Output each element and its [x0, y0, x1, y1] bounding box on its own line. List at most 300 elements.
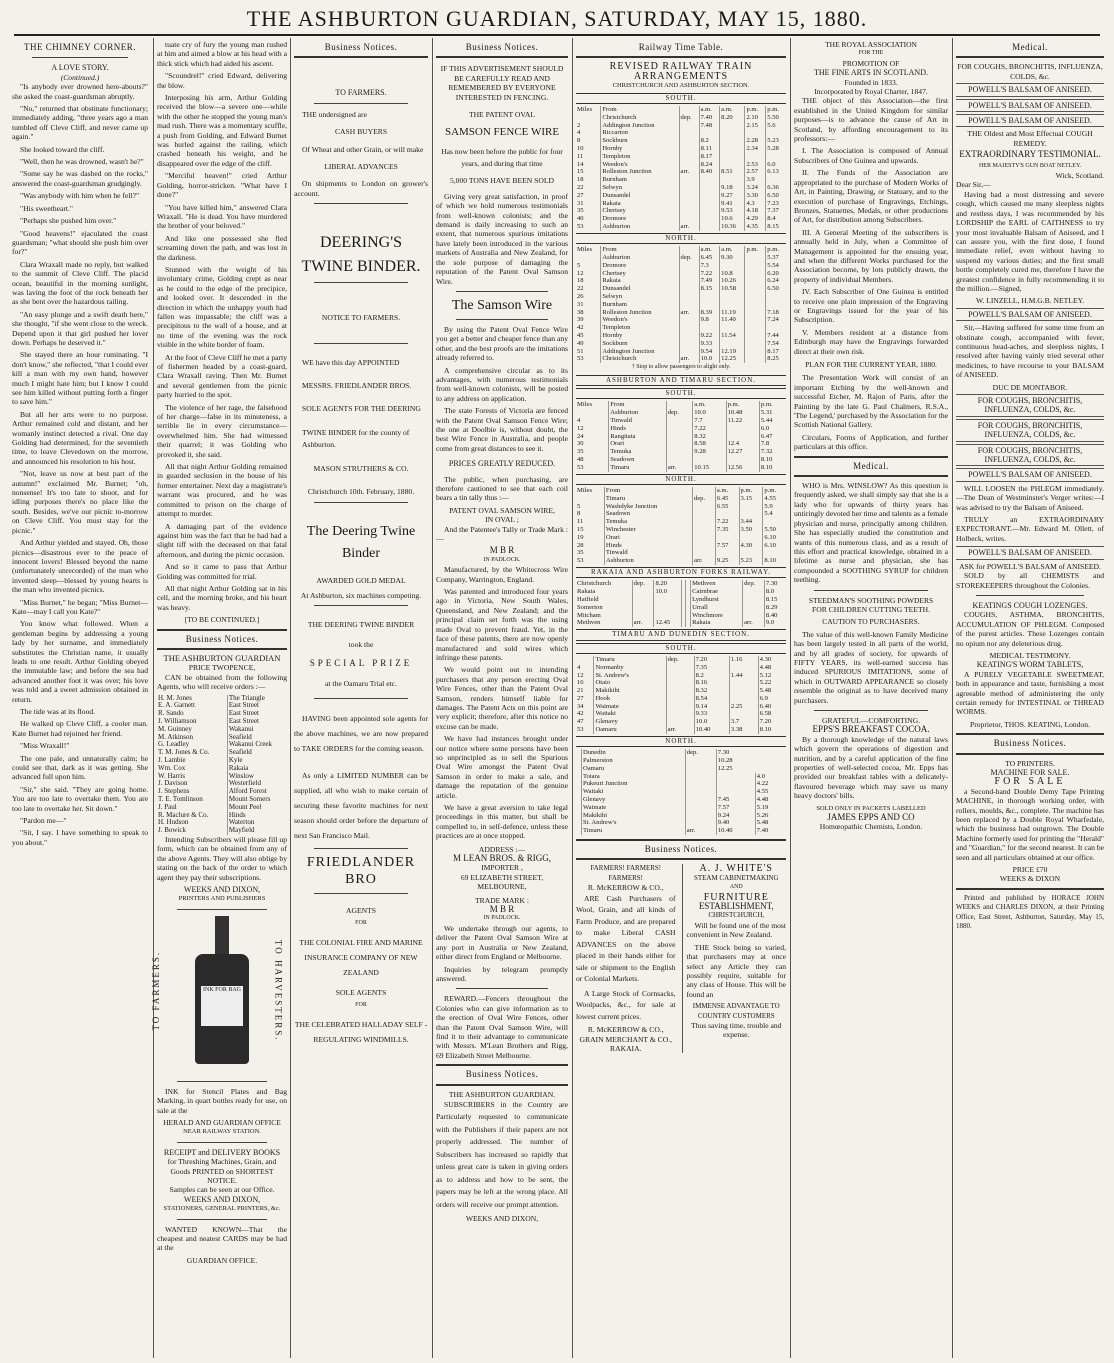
table-cell: [666, 687, 694, 695]
table-cell: 42: [577, 324, 584, 332]
table-cell: [720, 137, 745, 145]
table-cell: 2.25: [729, 703, 758, 711]
table-row: [576, 425, 786, 433]
column-rule: [432, 38, 433, 1358]
table-cell: [766, 293, 786, 301]
table-cell: [679, 207, 699, 215]
table-cell: [693, 456, 726, 464]
table-cell: [632, 604, 654, 612]
table-cell: [666, 703, 694, 711]
table-cell: 8.39: [699, 309, 720, 317]
dtb-caps: THE DEERING TWINE BINDER: [307, 620, 415, 630]
table-cell: 40: [577, 215, 584, 223]
keatings-worm: KEATING'S WORM TABLETS,: [976, 660, 1084, 670]
took-the: took the: [348, 639, 374, 649]
table-cell: [729, 687, 758, 695]
at-north-timetable: [576, 487, 786, 565]
table-cell: [745, 254, 766, 262]
table-cell: a.m.: [715, 487, 739, 495]
table-cell: [720, 176, 745, 184]
table-cell: 4.48: [758, 664, 786, 672]
table-cell: Hinds: [604, 542, 692, 550]
table-row: [576, 612, 786, 620]
linzell: W. LINZELL, H.M.G.B. NETLEY.: [976, 296, 1084, 306]
table-cell: 5.31: [759, 409, 786, 417]
table-cell: Timaru: [594, 656, 666, 664]
table-cell: [692, 542, 715, 550]
north-label: NORTH.: [576, 233, 786, 244]
paragraph: "Sir," she said. "They are going home. You are too late to overtake them. You are too late to overtake her. Sit down.": [12, 784, 148, 813]
table-cell: J. Bowick: [158, 826, 186, 835]
royal-items: [794, 146, 948, 356]
table-cell: [720, 153, 745, 161]
paragraph: And so it came to pass that Arthur Golding was committed for trial.: [157, 562, 287, 581]
table-cell: 4.30: [739, 542, 763, 550]
table-cell: 10.58: [720, 285, 745, 293]
table-cell: 2.53: [745, 161, 766, 169]
royal-text: THE object of this Association—the first established in the United Kingdom for similar purposes—is to advance the cause of Art in Scotland, by affording encouragement to its professors:—: [794, 96, 948, 144]
paragraph: Interposing his arm, Arthur Golding received the blow—a severe one—while with the other he stopped the young man's mad rush. There was a momentary scuffle, a push from Golding, and Edward Burnet was hurled against the railing, which crashed beneath his weight, and he disappeared over the edge of the cliff.: [157, 93, 287, 168]
table-cell: H. M. Jones: [158, 693, 192, 702]
table-cell: 9.33: [694, 710, 729, 718]
table-cell: arr.: [666, 464, 692, 472]
table-cell: arr.: [679, 355, 699, 363]
table-row: [576, 765, 786, 773]
epps-cocoa: EPPS'S BREAKFAST COCOA.: [812, 724, 930, 735]
table-cell: Seafield: [227, 734, 287, 742]
table-cell: R. Maclure & Co.: [158, 810, 209, 819]
table-row: [576, 542, 786, 550]
table-cell: p.m.: [766, 246, 786, 254]
table-cell: [720, 301, 745, 309]
price: PRICE £70: [1012, 865, 1048, 875]
wanted-known: WANTED KNOWN—That the cheapest and neatest CARDS may be had at the: [157, 1224, 287, 1253]
table-cell: 6.47: [759, 433, 786, 441]
table-cell: 9.25: [715, 557, 739, 565]
table-cell: [739, 534, 763, 542]
table-cell: 9.53: [720, 207, 745, 215]
table-row: [576, 340, 786, 348]
table-row: [576, 448, 786, 456]
table-row: [576, 679, 786, 687]
deering-twine: The Deering Twine: [306, 523, 416, 539]
table-cell: [576, 495, 604, 503]
table-cell: East Street: [227, 710, 287, 718]
table-cell: 3.9: [745, 176, 766, 184]
tdm-north-label: NORTH.: [576, 736, 786, 747]
table-cell: 8.15: [766, 223, 786, 231]
table-cell: [679, 215, 699, 223]
table-cell: East Street: [227, 702, 287, 710]
table-cell: [685, 780, 716, 788]
mbr-mark-2: M B R: [489, 904, 515, 915]
table-cell: [745, 293, 766, 301]
table-cell: Waterton: [227, 819, 287, 827]
grain-merchant: GRAIN MERCHANT & CO.,: [579, 1034, 672, 1044]
table-cell: [679, 270, 699, 278]
table-cell: 2.34: [745, 145, 766, 153]
table-cell: 19: [577, 533, 584, 541]
to-farmers-vertical: TO FARMERS.: [151, 950, 162, 1031]
table-row: [576, 580, 786, 588]
to-be-continued: [TO BE CONTINUED.]: [184, 615, 260, 625]
table-cell: Palmerston: [581, 757, 685, 765]
table-cell: [745, 332, 766, 340]
winslow: WHO is Mrs. WINSLOW? As this question is frequently asked, we shall simply say that she is a lady who for upwards of thirty years has untiringly devoted her time and talents as a female physician and nurse, principally among children. She has especially studied the constitution and wants of this numerous class, and as a result of this effort and practical knowledge, obtained in a lifetime as nurse and physician, she has compounded a SOOTHING SYRUP for children teething.: [794, 481, 948, 585]
table-cell: 12.45: [654, 619, 681, 627]
table-cell: [729, 679, 758, 687]
samson-wire: The Samson Wire: [451, 297, 553, 313]
table-cell: [716, 773, 755, 781]
paragraph: The violence of her rage, the falsehood of her charge—false in its minuteness, a terrible lie in every circumstance—overwhelmed him. She had witnessed their quarrel; it was Golding who provoked it, she said.: [157, 402, 287, 459]
table-cell: 8.32: [693, 433, 726, 441]
table-row: [576, 285, 786, 293]
table-cell: 3.15: [739, 495, 763, 503]
table-row: [576, 710, 786, 718]
table-cell: 6.0: [759, 425, 786, 433]
table-cell: 9.54: [699, 348, 720, 356]
table-cell: 5.50: [763, 526, 786, 534]
table-cell: Miles: [577, 486, 593, 494]
table-cell: 8.17: [766, 348, 786, 356]
table-cell: [666, 401, 692, 409]
table-cell: p.m.: [745, 106, 766, 114]
table-cell: [666, 417, 692, 425]
table-row: [576, 324, 786, 332]
table-cell: 9.30: [720, 254, 745, 262]
story-title: A LOVE STORY.: [51, 63, 109, 73]
table-cell: 4.55: [755, 788, 786, 796]
table-cell: [679, 324, 699, 332]
table-cell: Templeton: [601, 153, 679, 161]
table-cell: [679, 184, 699, 192]
table-cell: Tinwald: [609, 417, 667, 425]
table-cell: 11.40: [720, 316, 745, 324]
paragraph: III. A General Meeting of the subscribers is annually held in July, when a Committee of Management is appointed for the ensuing year, and when the different Works purchased for the Association become, by lots publicly drawn, the property of individual Members.: [794, 227, 948, 284]
table-cell: M. Atkinson: [158, 732, 194, 741]
table-cell: M. Guinney: [158, 724, 192, 733]
table-cell: 11.22: [726, 417, 759, 425]
table-cell: T. M. Jones & Co.: [158, 748, 210, 757]
to-farmers: TO FARMERS.: [335, 88, 387, 98]
business-notices-heading: Business Notices.: [324, 42, 398, 52]
table-cell: Rolleston Junction: [601, 168, 679, 176]
inquiries: Inquiries by telegram promptly answered.: [436, 964, 568, 983]
table-row: [576, 510, 786, 518]
table-cell: Glenavy: [594, 718, 666, 726]
table-cell: dep.: [679, 254, 699, 262]
table-cell: 35: [577, 448, 584, 456]
table-row: [576, 293, 786, 301]
table-row: [576, 332, 786, 340]
guardian-office: GUARDIAN OFFICE.: [186, 1255, 258, 1265]
table-cell: 8.10: [758, 726, 786, 734]
paragraph: "Perhaps she pushed him over.": [20, 216, 117, 226]
paragraph: "Miss Wraxall!": [20, 741, 70, 751]
paragraph: All that night Arthur Golding sat in his cell, and the morning broke, and his heart was heavy.: [157, 583, 287, 612]
paragraph: All that night Arthur Golding remained in guarded seclusion in the house of his former entertainer. Next day a magistrate's warrant was procured, and he was committed to prison on the charge of attempt to murder.: [157, 462, 287, 519]
table-cell: 7.24: [766, 316, 786, 324]
samson-fence-wire: SAMSON FENCE WIRE: [444, 126, 560, 139]
table-cell: 7.30: [716, 749, 755, 757]
steam-cabinetmaking: STEAM CABINETMAKING: [693, 873, 779, 882]
table-cell: 7.7: [693, 417, 726, 425]
table-cell: St. Andrew's: [594, 672, 666, 680]
table-cell: 12: [577, 269, 584, 277]
table-cell: Ashburton: [601, 223, 679, 231]
table-cell: [699, 293, 720, 301]
table-cell: [685, 812, 716, 820]
twine-binder: TWINE BINDER.: [301, 258, 421, 276]
table-row: [576, 246, 786, 254]
table-cell: 5.28: [766, 145, 786, 153]
table-row: [576, 596, 786, 604]
table-cell: dep.: [743, 580, 765, 588]
table-cell: dep.: [666, 409, 692, 417]
table-cell: p.m.: [745, 246, 766, 254]
ink-bottle-ad: [151, 916, 287, 1076]
table-cell: 45: [577, 331, 584, 339]
table-cell: G. Leadley: [158, 740, 190, 749]
table-row: [576, 687, 786, 695]
manufactured: Manufactured, by the Whitecross Wire Company, Warrington, England.: [436, 565, 568, 584]
table-cell: [576, 254, 601, 262]
table-cell: [632, 588, 654, 596]
table-row: [576, 726, 786, 734]
table-cell: Kyle: [227, 757, 287, 765]
weeks-dixon-2: WEEKS AND DIXON,: [183, 1194, 261, 1204]
for-label-2: FOR: [355, 1002, 367, 1009]
table-cell: Waimate: [581, 804, 685, 812]
receipt-sub: for Threshing Machines, Grain, and Goods PRINTED on SHORTEST NOTICE.: [167, 1157, 277, 1186]
table-cell: arr.: [679, 309, 699, 317]
table-cell: 5: [577, 502, 581, 510]
table-cell: Templeton: [601, 324, 679, 332]
table-cell: Makikihi: [594, 687, 666, 695]
table-cell: Urrall: [691, 604, 743, 612]
paragraph: I. The Association is composed of Annual Subscribers of One Guinea and upwards.: [794, 146, 948, 165]
table-cell: Alford Forest: [227, 788, 287, 796]
paragraph: "Sit, I say. I have something to speak to you about.": [12, 828, 148, 847]
business-notices-heading: Business Notices.: [993, 738, 1067, 749]
epps-sold: SOLD ONLY IN PACKETS LABELLED: [816, 804, 926, 812]
table-row: [576, 757, 786, 765]
table-cell: [763, 518, 786, 526]
for-the: FOR THE: [858, 50, 884, 57]
table-cell: 31: [577, 300, 584, 308]
table-cell: [666, 456, 692, 464]
table-cell: Weedon's: [601, 161, 679, 169]
column-7: [956, 40, 1104, 1358]
masthead-rule: [14, 34, 1100, 36]
machine-for-sale: MACHINE FOR SALE.: [990, 768, 1070, 777]
table-cell: 7.23: [766, 200, 786, 208]
paragraph: "Pardon me—": [20, 816, 67, 826]
table-cell: 10.0: [693, 409, 726, 417]
column-5: [576, 40, 786, 1358]
table-cell: Ashburton: [609, 409, 667, 417]
table-row: [576, 409, 786, 417]
table-cell: [654, 604, 681, 612]
extraordinary: EXTRAORDINARY TESTIMONIAL.: [959, 149, 1101, 160]
table-cell: p.m.: [763, 487, 786, 495]
table-row: [576, 464, 786, 472]
trade-mark-text: And the Patentee's Tally or Trade Mark :—: [436, 524, 568, 544]
table-row: [576, 176, 786, 184]
business-notices-heading: Business Notices.: [185, 633, 259, 644]
table-cell: [685, 788, 716, 796]
table-cell: 3.24: [745, 184, 766, 192]
paragraph: Clara Wraxall made no reply, but walked to the summit of Cleve Cliff. The placid ocean, beautiful in the morning sunlight, was laving the foot of the rock beneath her as she bent over the hazardous railing.: [12, 259, 148, 307]
instituted: We have had instances brought under our notice where some persons have been so unprincipled as to sell the Spurious Oval Wire amongst the Patent Oval Samson in order to make a sale, and damage the reputation of the genuine article.: [436, 734, 568, 800]
table-row: [576, 215, 786, 223]
table-cell: J. Stephens: [158, 787, 190, 796]
table-cell: arr.: [679, 223, 699, 231]
table-cell: Washdyke Junction: [604, 503, 692, 511]
steedman: STEEDMAN'S SOOTHING POWDERS: [808, 595, 934, 605]
royal-association: THE ROYAL ASSOCIATION: [825, 40, 917, 49]
table-cell: 7.54: [766, 340, 786, 348]
table-cell: [745, 348, 766, 356]
windmills: THE CELEBRATED HALLADAY SELF - REGULATING WINDMILLS.: [294, 1019, 428, 1044]
table-cell: arr.: [743, 619, 765, 627]
table-cell: 9.18: [720, 184, 745, 192]
table-cell: 30: [577, 440, 584, 448]
table-cell: J. Lambie: [158, 755, 186, 764]
table-cell: [666, 440, 692, 448]
proprietor: Proprietor, THOS. KEATING, London.: [970, 719, 1090, 729]
coughs-3: FOR COUGHS, BRONCHITIS, INFLUENZA, COLDS, &c.: [956, 419, 1104, 442]
table-cell: Dromore: [601, 215, 679, 223]
table-cell: [745, 309, 766, 317]
table-cell: 7.22: [715, 518, 739, 526]
table-cell: 7.57: [716, 804, 755, 812]
christchurch-label: CHRISTCHURCH,: [708, 911, 765, 920]
table-cell: 7.8: [759, 440, 786, 448]
table-cell: a.m.: [720, 246, 745, 254]
table-cell: Waitaki: [594, 710, 666, 718]
table-cell: 5.23: [766, 137, 786, 145]
table-cell: 7.35: [694, 664, 729, 672]
table-cell: 5.9: [763, 503, 786, 511]
paragraph: The tide was at its flood.: [20, 707, 96, 716]
table-cell: 5.19: [755, 804, 786, 812]
table-cell: [716, 780, 755, 788]
table-cell: 5: [577, 261, 581, 269]
paragraph: tuate cry of fury the young man rushed at him and aimed a blow at his head with a thick stick which had aided his ascent.: [157, 40, 287, 68]
table-cell: East Street: [227, 718, 287, 726]
table-cell: 12.25: [720, 355, 745, 363]
table-cell: [692, 487, 715, 495]
table-cell: [720, 293, 745, 301]
table-cell: [632, 596, 654, 604]
table-cell: [666, 425, 692, 433]
table-cell: Temuka: [604, 518, 692, 526]
cash-intro: THE undersigned are: [302, 109, 367, 119]
table-row: [576, 518, 786, 526]
patent-oval: THE PATENT OVAL: [468, 110, 536, 120]
table-cell: W. Harris: [158, 771, 185, 780]
paragraph: But all her arts were to no purpose. Arthur remained cold and distant, and her womanly instinct detected a rival. One day Golding had determined, for the seventieth time, to leave Clevedown on the morrow, and announced his resolution to his host.: [12, 409, 148, 466]
table-cell: Dromore: [601, 262, 679, 270]
tons-sold: 5,000 TONS HAVE BEEN SOLD: [449, 176, 554, 186]
paragraph: "Well, then he was drowned, wasn't he?": [20, 157, 144, 167]
aj-white: A. J. WHITE'S: [699, 863, 773, 875]
table-cell: Wm. Cox: [158, 763, 186, 772]
table-cell: 5.22: [758, 679, 786, 687]
table-cell: 10.8: [720, 270, 745, 278]
fine-arts: THE FINE ARTS IN SCOTLAND.: [814, 68, 928, 78]
table-cell: [699, 200, 720, 208]
table-cell: Timaru: [609, 464, 667, 472]
will-loosen: WILL LOOSEN the PHLEGM immediately.—The Dean of Westminster's Verger writes:—I was advised to try the Balsam of Aniseed.: [956, 483, 1104, 512]
cash-buyers: CASH BUYERS: [334, 127, 388, 137]
table-row: [576, 503, 786, 511]
table-cell: [745, 153, 766, 161]
paragraph: She stayed there an hour ruminating. "I don't know," she reflected, "that I could ever kill a man with my own hand, however much I might hate him; but I know I could see him killed without putting forth a finger to save him.": [12, 350, 148, 407]
table-row: [576, 487, 786, 495]
table-cell: 12: [577, 424, 584, 432]
table-cell: [720, 340, 745, 348]
table-cell: 5.12: [758, 672, 786, 680]
medical-heading: Medical.: [853, 460, 889, 471]
ink-near: NEAR RAILWAY STATION.: [183, 1128, 261, 1136]
table-cell: [699, 215, 720, 223]
keatings-lozenges: KEATINGS COUGH LOZENGES.: [972, 600, 1088, 610]
six-machines: At Ashburton, six machines competing.: [300, 590, 422, 600]
table-cell: Methven: [577, 619, 601, 627]
sold-by: SOLD by all CHEMISTS and STOREKEEPERS throughout the Colonies.: [956, 571, 1104, 590]
paragraph: He walked up Cleve Cliff, a cooler man. Kate Burnet had rejoined her friend.: [12, 719, 148, 738]
table-cell: 6.40: [758, 703, 786, 711]
table-cell: 5.48: [755, 819, 786, 827]
table-row: [576, 526, 786, 534]
paragraph: "Some say he was dashed on the rocks," answered the coast-guardsman grudgingly.: [12, 169, 148, 188]
weeks-dixon-2-sub: STATIONERS, GENERAL PRINTERS, &c.: [163, 1205, 281, 1213]
table-cell: 8.10: [759, 464, 786, 472]
table-cell: 5.4: [763, 510, 786, 518]
table-row: [576, 129, 786, 137]
table-cell: [679, 122, 699, 130]
business-notices-heading: Business Notices.: [644, 844, 718, 855]
table-cell: 10.28: [716, 757, 755, 765]
table-row: [576, 277, 786, 285]
story-body-continued: [157, 40, 287, 612]
table-cell: 10.40: [694, 726, 729, 734]
table-cell: 2: [577, 121, 581, 129]
liberal-text: On shipments to London on grower's account.: [294, 179, 428, 198]
table-cell: p.m.: [766, 106, 786, 114]
table-row: [576, 355, 786, 363]
deerings: DEERING'S: [320, 234, 402, 252]
mlean-bros: M LEAN BROS. & RIGG,: [452, 853, 551, 864]
table-cell: Miles: [577, 106, 593, 114]
samson-text: Has now been before the public for four years, and during that time: [441, 147, 563, 169]
table-cell: [743, 604, 765, 612]
table-cell: [679, 340, 699, 348]
table-cell: Oamaru: [594, 726, 666, 734]
table-cell: [679, 137, 699, 145]
notice-to-farmers: NOTICE TO FARMERS.: [321, 313, 401, 323]
medical-heading: Medical.: [1012, 42, 1048, 52]
table-cell: 34: [577, 702, 584, 710]
table-cell: [720, 129, 745, 137]
epps-text: By a thorough knowledge of the natural laws which govern the operations of digestion and nutrition, and by a careful application of the fine properties of well-selected cocoa, Mr. Epps has provided our breakfast tables with a delicately-flavoured beverage which may save us many heavy doctors' bills.: [794, 734, 948, 801]
table-cell: Wakanui: [227, 726, 287, 734]
table-row: [576, 417, 786, 425]
table-row: [576, 161, 786, 169]
table-cell: [679, 332, 699, 340]
